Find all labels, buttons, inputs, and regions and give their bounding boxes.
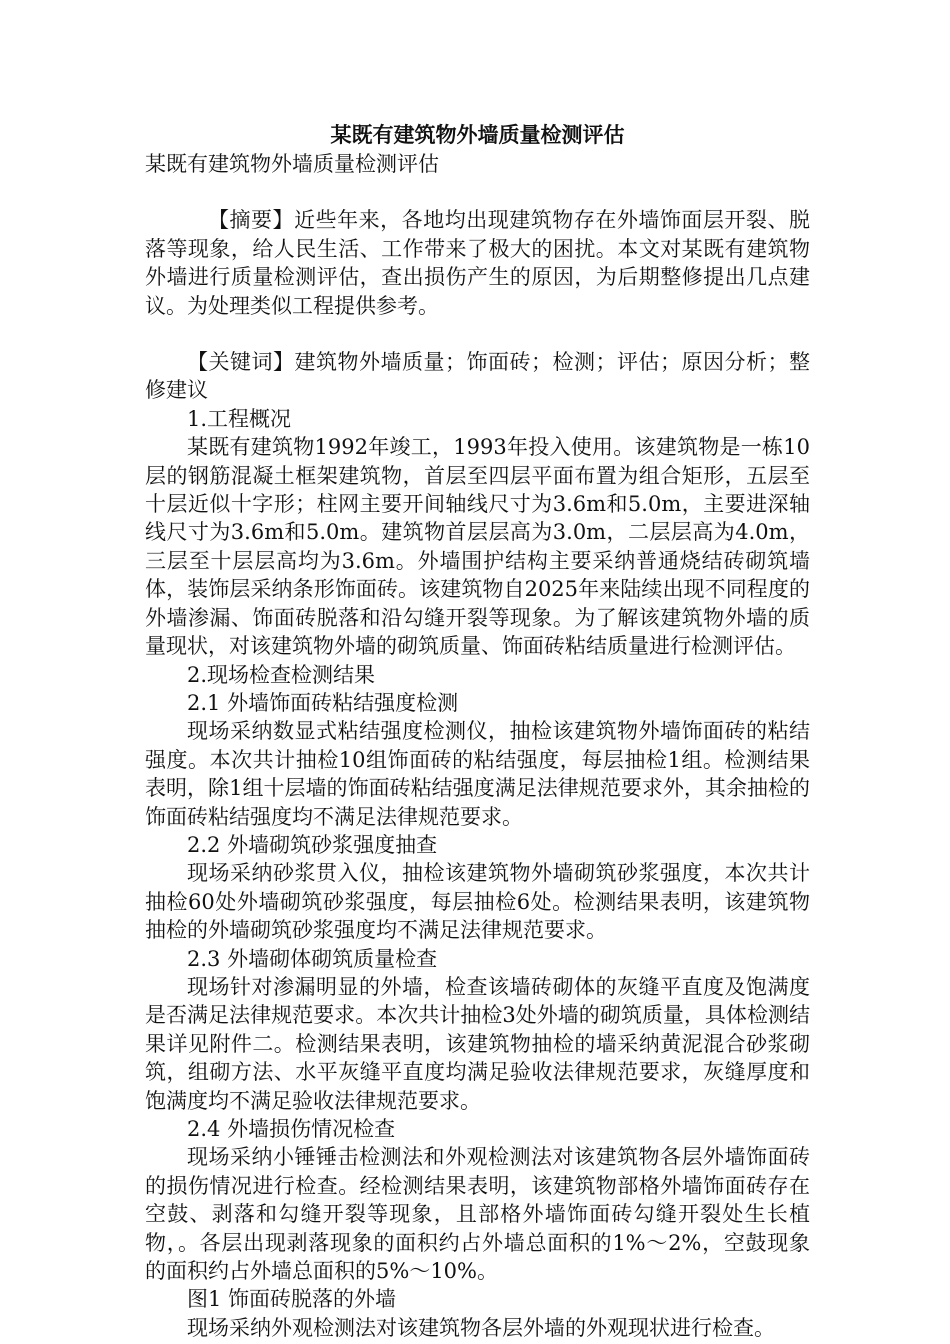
section-heading-2-3: 2.3 外墙砌体砌筑质量检查 <box>187 946 438 971</box>
section-heading-2: 2.现场检查检测结果 <box>187 662 376 687</box>
section-body-2-1: 现场采纳数显式粘结强度检测仪，抽检该建筑物外墙饰面砖的粘结强度。本次共计抽检10组饰面砖的粘结强度，每层抽检1组。检测结果表明，除1组十层墙的饰面砖粘结强度满足法律规范要求外，其余抽检的饰面砖粘结强度均不满足法律规范要求。 <box>145 719 810 829</box>
abstract-paragraph: 【摘要】近些年来，各地均出现建筑物存在外墙饰面层开裂、脱落等现象，给人民生活、工作带来了极大的困扰。本文对某既有建筑物外墙进行质量检测评估，查出损伤产生的原因，为后期整修提出几点建议。为处理类似工程提供参考。 <box>145 208 810 318</box>
spacer <box>145 320 810 348</box>
figure-caption: 图1 饰面砖脱落的外墙 <box>187 1287 397 1312</box>
section-heading-2-1: 2.1 外墙饰面砖粘结强度检测 <box>187 690 459 715</box>
section-body-2-4: 现场采纳小锤锤击检测法和外观检测法对该建筑物各层外墙饰面砖的损伤情况进行检查。经检测结果表明，该建筑物部格外墙饰面砖存在空鼓、剥落和勾缝开裂等现象，且部格外墙饰面砖勾缝开裂处生长植物，。各层出现剥落现象的面积约占外墙总面积的1%～2%，空鼓现象的面积约占外墙总面积的5%～10%。 <box>145 1145 810 1284</box>
document-title: 某既有建筑物外墙质量检测评估 <box>330 122 625 147</box>
section-heading-2-2: 2.2 外墙砌筑砂浆强度抽查 <box>187 832 438 857</box>
section-heading-1: 1.工程概况 <box>187 406 292 431</box>
document-subtitle: 某既有建筑物外墙质量检测评估 <box>145 152 439 176</box>
section-heading-2-4: 2.4 外墙损伤情况检查 <box>187 1117 396 1141</box>
document-body <box>145 120 810 1342</box>
spacer <box>145 178 810 206</box>
section-body-2-3: 现场针对渗漏明显的外墙，检查该墙砖砌体的灰缝平直度及饱满度是否满足法律规范要求。本次共计抽检3处外墙的砌筑质量，具体检测结果详见附件二。检测结果表明，该建筑物抽检的墙采纳黄泥混合砂浆砌筑，组砌方法、水平灰缝平直度均满足验收法律规范要求，灰缝厚度和饱满度均不满足验收法律规范要求。 <box>145 974 810 1113</box>
section-body-1: 某既有建筑物1992年竣工，1993年投入使用。该建筑物是一栋10层的钢筋混凝土框架建筑物，首层至四层平面布置为组合矩形，五层至十层近似十字形；柱网主要开间轴线尺寸为3.6m和5.0m，主要进深轴线尺寸为3.6m和5.0m。建筑物首层层高为3.0m，二层层高为4.0m，三层至十层层高均为3.6m。外墙围护结构主要采纳普通烧结砖砌筑墙体，装饰层采纳条形饰面砖。该建筑物自2025年来陆续出现不同程度的外墙渗漏、饰面砖脱落和沿勾缝开裂等现象。为了解该建筑物外墙的质量现状，对该建筑物外墙的砌筑质量、饰面砖粘结质量进行检测评估。 <box>145 435 810 659</box>
keywords-paragraph: 【关键词】建筑物外墙质量；饰面砖；检测；评估；原因分析；整修建议 <box>145 350 810 403</box>
section-body-2-2: 现场采纳砂浆贯入仪，抽检该建筑物外墙砌筑砂浆强度，本次共计抽检60处外墙砌筑砂浆强度，每层抽检6处。检测结果表明，该建筑物抽检的外墙砌筑砂浆强度均不满足法律规范要求。 <box>145 861 810 943</box>
final-paragraph: 现场采纳外观检测法对该建筑物各层外墙的外观现状进行检查。 <box>187 1315 775 1340</box>
